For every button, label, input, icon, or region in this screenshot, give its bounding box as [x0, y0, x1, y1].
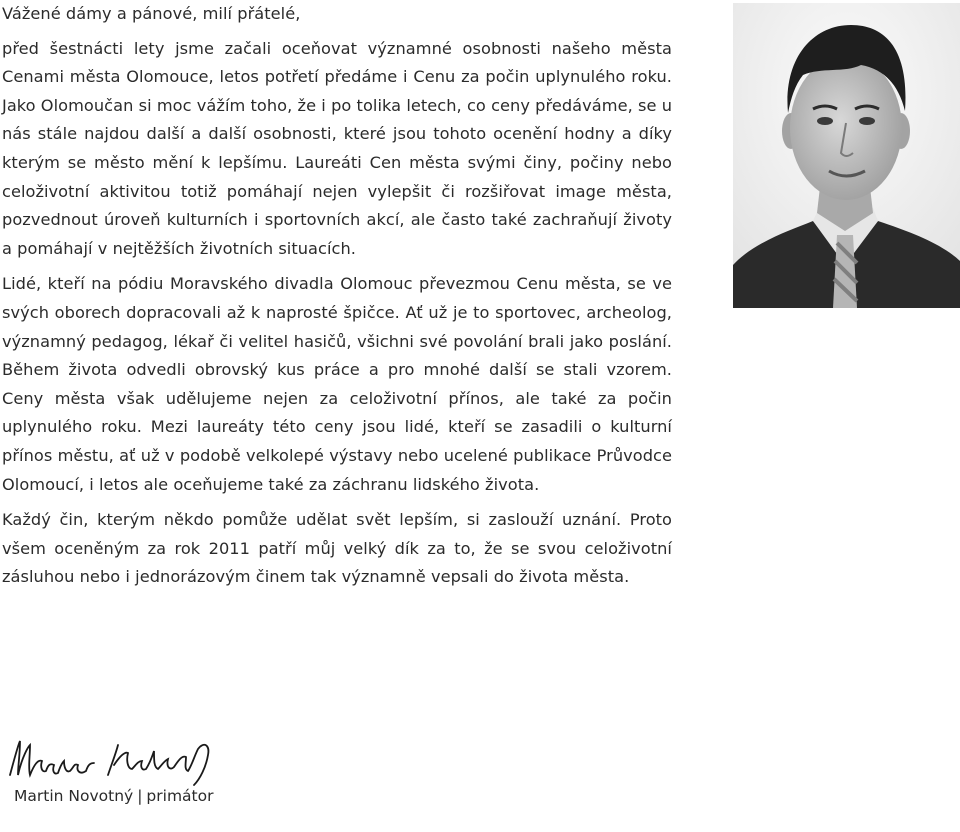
salutation: Vážené dámy a pánové, milí přátelé, — [2, 4, 301, 23]
portrait-photo — [733, 3, 960, 308]
signer-separator: | — [137, 787, 143, 805]
paragraph-intro: před šestnácti lety jsme začali oceňovat významné osobnosti našeho města Cenami města Olomouce, letos potřetí předáme i Cenu za počin uplynulého roku. Jako Olomoučan si moc vážím toho, že i po tolika letech, co ceny předáváme, se u nás stále najdou další a další osobnosti, které jsou tohoto ocenění hodny a díky kterým se město mění k lepšímu. Laureáti Cen města svými činy, počiny nebo celoživotní aktivitou totiž pomáhají nejen vylepšit či rozšiřovat image města, pozvednout úroveň kulturních i sportovních akcí, ale často také zachraňují životy a pomáhají v nejtěžších životních situacích. — [2, 38, 672, 258]
signer-name: Martin Novotný — [14, 787, 134, 805]
handwritten-signature — [4, 735, 234, 787]
portrait-illustration — [733, 3, 960, 308]
letter-body — [2, 0, 672, 592]
paragraph-thanks: Každý čin, kterým někdo pomůže udělat svět lepším, si zaslouží uznání. Proto všem oceněným za rok 2011 patří můj velký dík za to, že se svou celoživotní zásluhou nebo i jednorázovým činem tak významně vepsali do života města. — [2, 510, 672, 587]
paragraph-laureates: Lidé, kteří na pódiu Moravského divadla Olomouc převezmou Cenu města, se ve svých oborech dopracovali až k naprosté špičce. Ať už je to sportovec, archeolog, významný pedagog, lékař či velitel hasičů, všichni své povolání brali jako poslání. Během života odvedli obrovský kus práce a pro mnohé další se stali vzorem. Ceny města však udělujeme nejen za celoživotní přínos, ale také za počin uplynulého roku. Mezi laureáty této ceny jsou lidé, kteří se zasadili o kulturní přínos městu, ať už v podobě velkolepé výstavy nebo ucelené publikace Průvodce Olomoucí, i letos ale oceňujeme také za záchranu lidského života. — [2, 274, 672, 494]
signer-title: primátor — [146, 787, 214, 805]
signature-block — [4, 735, 234, 815]
signer-caption — [14, 787, 213, 805]
